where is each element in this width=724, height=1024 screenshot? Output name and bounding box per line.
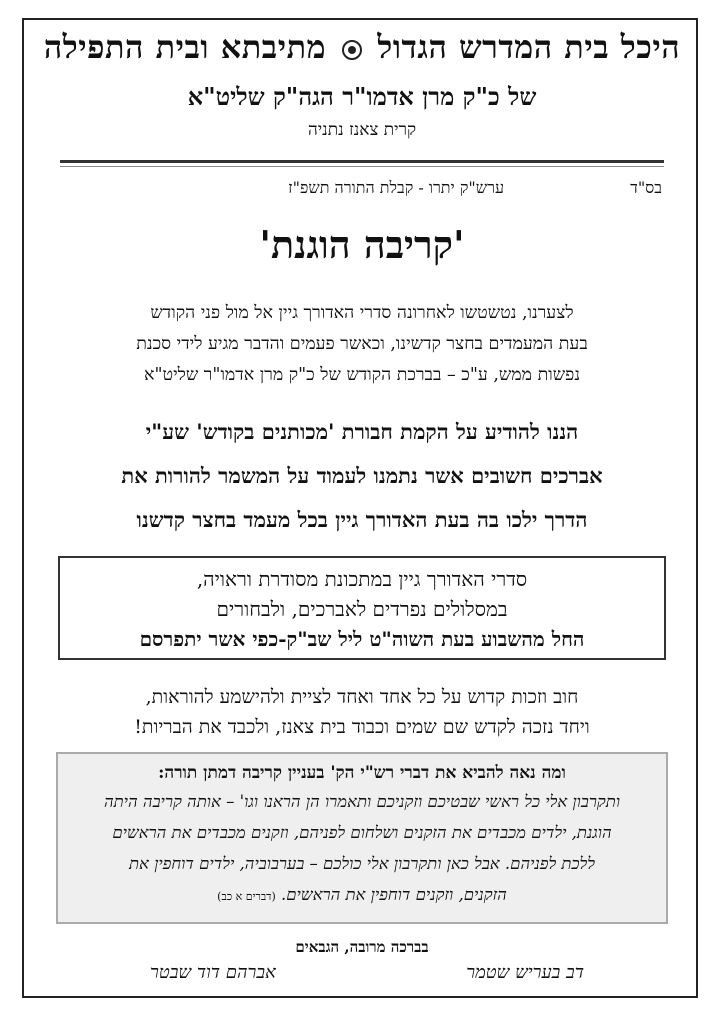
quote-box <box>56 752 668 924</box>
intro-paragraph <box>50 298 674 391</box>
date-line: ערש"ק יתרו - קבלת התורה תשפ"ז <box>288 178 504 197</box>
bsd-mark: בס"ד <box>630 178 662 197</box>
notice-title: 'קריבה הוגנת' <box>259 222 465 267</box>
quote-last-line: הזקנים, וזקנים דוחפין את הראשים. <box>281 885 507 904</box>
quote-line: ללכת לפניהם. אבל כאן ותקרבון אלי כולכם – בערבוביה, ילדים דוחפין את <box>128 854 595 873</box>
notice-box <box>58 556 666 660</box>
intro-line: בעת המעמדים בחצר קדשינו, וכאשר פעמים והדבר מגיע לידי סכנת <box>136 334 588 354</box>
duty-line: חוב וזכות קדוש על כל אחד ואחד לציית ולהישמע להוראות, <box>145 686 579 708</box>
header-title-right: היכל בית המדרש הגדול <box>377 28 681 66</box>
quote-body <box>58 786 666 912</box>
announcement-line: אברכים חשובים אשר נתמנו לעמוד על המשמר להורות את <box>121 463 603 488</box>
flower-ornament-icon <box>342 40 362 60</box>
notice-box-line: סדרי האדורך גיין במתכונת מסודרת וראויה, <box>196 567 528 591</box>
intro-line: לצערנו, נטשטשו לאחרונה סדרי האדורך גיין אל מול פני הקודש <box>150 303 574 323</box>
duty-line: ויחד נזכה לקדש שם שמים וכבוד בית צאנז, ולכבד את הבריות! <box>134 716 590 738</box>
announcement-line: הדרך ילכו בה בעת האדורך גיין בכל מעמד בחצר קדשנו <box>136 507 588 532</box>
header-location: קרית צאנז נתניה <box>307 120 417 140</box>
signature-left: אברהם דוד שבטר <box>150 962 276 983</box>
header-title <box>40 28 684 66</box>
duty-paragraph <box>40 682 684 742</box>
announcement-paragraph <box>40 410 684 542</box>
divider-thin <box>60 166 664 167</box>
signature-right: דב בעריש שטמר <box>466 962 584 983</box>
quote-heading: ומה נאה להביא את דברי רש"י הק' בעניין קריבה דמתן תורה: <box>158 763 566 783</box>
header-title-left: מתיבתא ובית התפילה <box>43 28 327 66</box>
quote-line: הוגנת, ילדים מכבדים את הזקנים ושלחום לפניהם, וזקנים מכבדים את הראשים <box>112 823 612 842</box>
announcement-line: הננו להודיע על הקמת חבורת 'מכותנים בקודש' שע"י <box>145 419 579 444</box>
quote-reference: (דברים א כב) <box>217 890 276 903</box>
blessing-line: בברכה מרובה, הגבאים <box>295 938 429 956</box>
notice-box-line: החל מהשבוע בעת השוה"ט ליל שב"ק-כפי אשר יתפרסם <box>139 627 585 651</box>
divider-thick <box>60 160 664 163</box>
notice-box-line: במסלולים נפרדים לאברכים, ולבחורים <box>216 597 508 621</box>
intro-line: נפשות ממש, ע"כ – בברכת הקודש של כ"ק מרן אדמו"ר שליט"א <box>143 365 581 385</box>
header-subtitle: של כ"ק מרן אדמו"ר הגה"ק שליט"א <box>187 82 537 111</box>
quote-line <box>66 879 658 912</box>
quote-line: ותקרבון אלי כל ראשי שבטיכם וזקניכם ותאמרו הן הראנו וגו' – אותה קריבה היתה <box>103 792 621 811</box>
